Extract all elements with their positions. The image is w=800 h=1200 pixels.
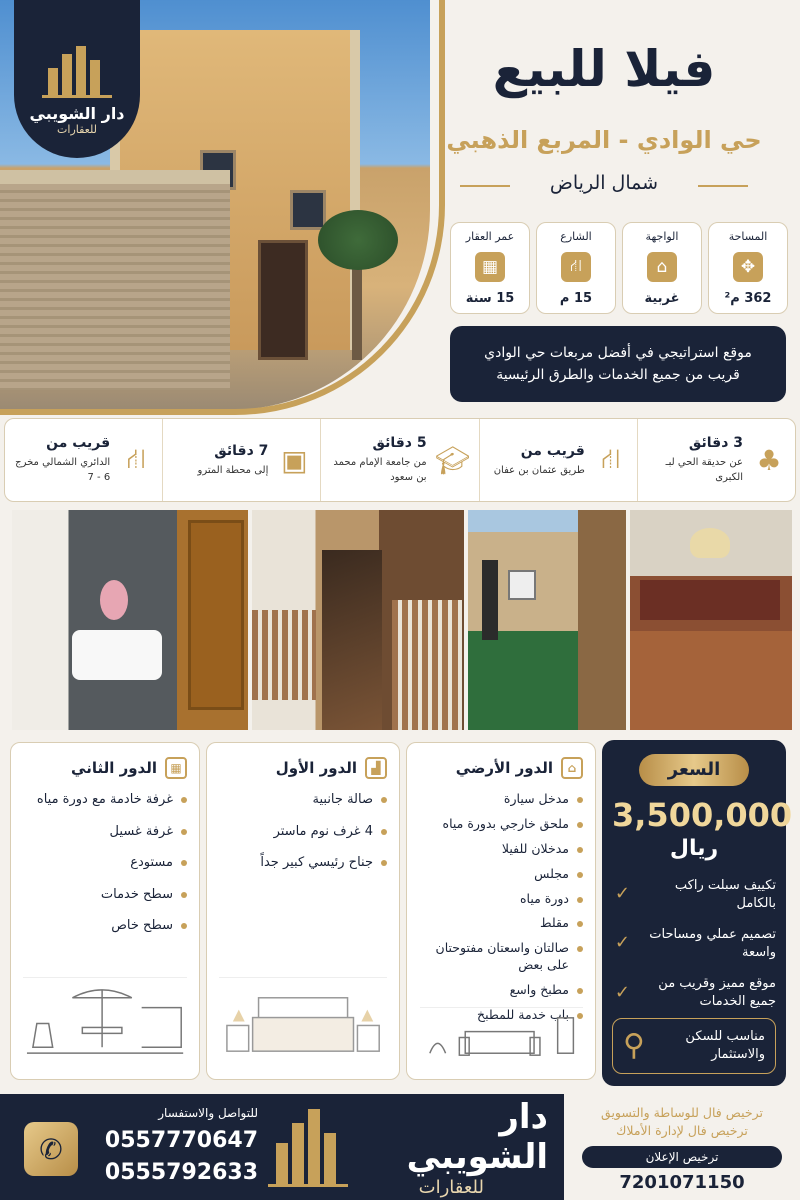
road-icon: ⛙ — [561, 252, 591, 282]
terrace-sketch-icon — [23, 977, 187, 1067]
living-room-photo — [630, 510, 792, 730]
feature-item: موقع مميز وقريب من جميع الخدمات ✓ — [612, 975, 776, 1010]
list-item: صالتان واسعتان مفتوحتان على بعض — [419, 940, 583, 974]
spec-facade: الواجهة ⌂ غربية — [622, 222, 702, 314]
ruler-icon: ✥ — [733, 252, 763, 282]
list-item: ملحق خارجي بدورة مياه — [419, 816, 583, 833]
footer-brand — [268, 1096, 548, 1198]
page-title: فيلا للبيع — [492, 40, 716, 98]
house-outline-icon: ⌂ — [561, 757, 583, 779]
house-icon: ⌂ — [647, 252, 677, 282]
city-label: شمال الرياض — [444, 172, 764, 194]
courtyard-photo — [468, 510, 626, 730]
nearby-item-park: ♣ 3 دقائق عن حديقة الحي لبـ الكبرى — [637, 419, 795, 501]
logo-subtitle: للعقارات — [57, 123, 97, 136]
spec-street: الشارع ⛙ 15 م — [536, 222, 616, 314]
footer — [0, 1094, 800, 1200]
list-item: مطبخ واسع — [419, 982, 583, 999]
license-property-management: ترخيص فال لإدارة الأملاك — [616, 1123, 748, 1139]
tree-icon: ♣ — [756, 443, 782, 477]
second-floor-title: الدور الثاني — [71, 759, 157, 777]
list-item: سطح خاص — [23, 917, 187, 935]
calendar-icon: ▦ — [475, 252, 505, 282]
hero-section — [0, 0, 800, 410]
train-icon: ▣ — [281, 443, 308, 477]
price-panel — [602, 740, 793, 1086]
location-pin-icon: ⚲ — [623, 1027, 645, 1063]
specs-row — [450, 222, 788, 314]
list-item: مدخل سيارة — [419, 791, 583, 808]
list-item: صالة جانبية — [219, 791, 387, 809]
price-value: 3,500,000 — [612, 796, 793, 834]
license-block — [564, 1094, 800, 1200]
second-floor-card — [10, 742, 200, 1080]
price-features — [612, 877, 776, 1010]
highway-icon: ⛙ — [126, 441, 147, 475]
road-icon: ⛙ — [600, 441, 621, 475]
ground-floor-card — [406, 742, 596, 1080]
first-floor-card — [206, 742, 400, 1080]
list-item: دورة مياه — [419, 891, 583, 908]
list-item: جناح رئيسي كبير جداً — [219, 854, 387, 872]
check-icon: ✓ — [614, 932, 630, 954]
highlight-line-2: قريب من جميع الخدمات والطرق الرئيسية — [496, 367, 740, 383]
nearby-strip — [4, 418, 796, 502]
building-logo-icon — [268, 1107, 345, 1187]
staircase-photo — [252, 510, 464, 730]
price-currency: ريال — [669, 836, 719, 861]
ad-license-label: ترخيص الإعلان — [582, 1146, 782, 1168]
building-logo-icon — [42, 46, 112, 98]
list-item: غرفة غسيل — [23, 823, 187, 841]
feature-item: تصميم عملي ومساحات واسعة ✓ — [612, 926, 776, 961]
highlight-line-1: موقع استراتيجي في أفضل مربعات حي الوادي — [484, 345, 752, 361]
footer-brand-sub: للعقارات — [418, 1176, 484, 1198]
footer-brand-name: دار الشويبي — [406, 1096, 548, 1177]
nearby-item-ring-road: ⛙ قريب من الدائري الشمالي مخرج 6 - 7 — [5, 419, 162, 501]
nearby-item-university: 🎓︎ 5 دقائق من جامعة الإمام محمد بن سعود — [320, 419, 478, 501]
feature-item: تكييف سبلت راكب بالكامل ✓ — [612, 877, 776, 912]
bathroom-photo — [12, 510, 248, 730]
brand-logo-badge — [14, 0, 140, 158]
contact-block — [18, 1104, 258, 1194]
list-item: مستودع — [23, 854, 187, 872]
spec-age: عمر العقار ▦ 15 سنة — [450, 222, 530, 314]
phone-icon: ✆ — [24, 1122, 78, 1176]
ad-license-number: 7201071150 — [619, 1172, 745, 1194]
second-floor-list — [23, 791, 187, 935]
spec-area: المساحة ✥ 362 م² — [708, 222, 788, 314]
neighborhood-subtitle: حي الوادي - المربع الذهبي — [446, 126, 762, 154]
list-item: باب خدمة للمطبخ — [419, 1007, 583, 1024]
interior-photo-strip — [8, 510, 792, 730]
price-label: السعر — [639, 754, 749, 786]
check-icon: ✓ — [614, 981, 630, 1003]
phone-number-1[interactable]: 0557770647 — [104, 1128, 258, 1153]
contact-title: للتواصل والاستفسار — [158, 1106, 258, 1120]
nearby-item-metro: ▣ 7 دقائق إلى محطة المترو — [162, 419, 320, 501]
list-item: مقلط — [419, 915, 583, 932]
phone-number-2[interactable]: 0555792633 — [104, 1160, 258, 1185]
first-floor-title: الدور الأول — [275, 759, 357, 777]
list-item: 4 غرف نوم ماستر — [219, 823, 387, 841]
bedroom-sketch-icon — [219, 977, 387, 1067]
suitability-text: مناسب للسكن والاستثمار — [685, 1029, 765, 1062]
license-brokerage: ترخيص فال للوساطة والتسويق — [601, 1105, 763, 1120]
list-item: سطح خدمات — [23, 886, 187, 904]
list-item: مجلس — [419, 866, 583, 883]
location-highlight-box — [450, 326, 786, 402]
sofa-sketch-icon — [420, 1007, 583, 1067]
check-icon: ✓ — [614, 883, 630, 905]
floor-plan-icon: ▦ — [165, 757, 187, 779]
ground-floor-title: الدور الأرضي — [455, 759, 553, 777]
stairs-icon: ▟ — [365, 757, 387, 779]
logo-name: دار الشويبي — [29, 104, 125, 123]
first-floor-list — [219, 791, 387, 872]
graduation-cap-icon: 🎓︎ — [434, 443, 471, 477]
nearby-item-road: ⛙ قريب من طريق عثمان بن عفان — [479, 419, 637, 501]
ground-floor-list — [419, 791, 583, 1024]
suitability-box — [612, 1018, 776, 1074]
list-item: مدخلان للفيلا — [419, 841, 583, 858]
list-item: غرفة خادمة مع دورة مياه — [23, 791, 187, 809]
